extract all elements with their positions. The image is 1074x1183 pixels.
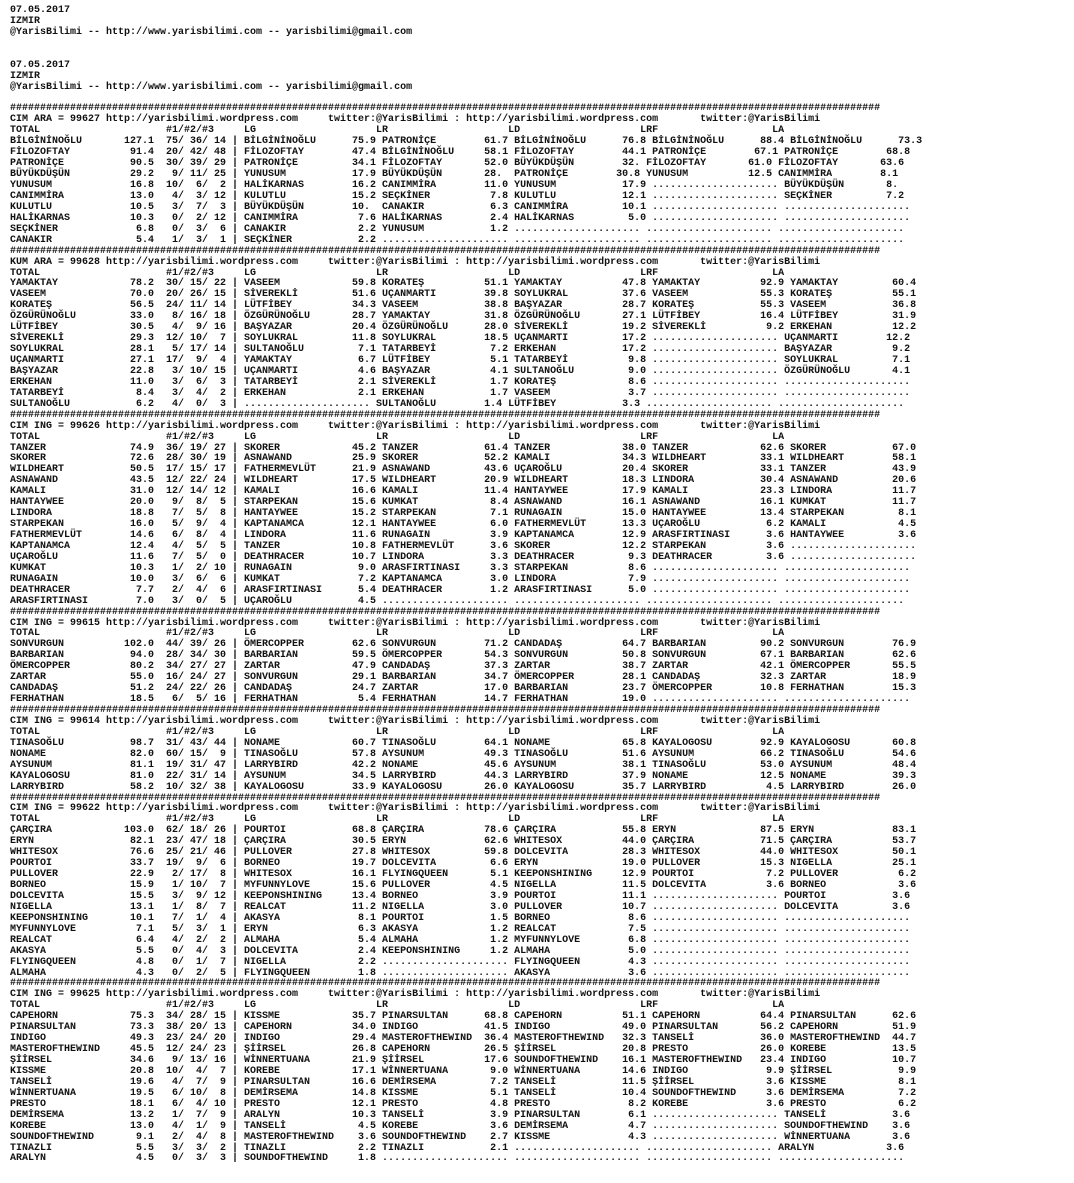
text-line: KAPTANAMCA 12.4 4/ 5/ 5 | TANZER 10.8 FATHERMEVLÜT 3.6 SKORER 12.2 STARPEKAN 3.6 ..................... bbox=[10, 540, 917, 552]
separator-line: ################################################################################################################################################# bbox=[10, 792, 881, 804]
text-line: SONVURGUN 102.0 44/ 39/ 26 | ÖMERCOPPER 62.6 SONVURGUN 71.2 CANDADAŞ 64.7 BARBARIAN 90.2 SONVURGUN 76.9 bbox=[10, 639, 917, 651]
text-line: ÖMERCOPPER 80.2 34/ 27/ 27 | ZARTAR 47.9 CANDADAŞ 37.3 ZARTAR 38.7 ZARTAR 42.1 ÖMERCOPPER 55.5 bbox=[10, 661, 917, 673]
text-line: TINAZLI 5.5 3/ 3/ 2 | TINAZLI 2.2 TINAZLI 2.1 ..................... ..................... ARALYN 3.6 bbox=[10, 1142, 905, 1154]
text-line: KUMKAT 10.3 1/ 2/ 10 | RUNAGAIN 9.0 ARASFIRTINASI 3.3 STARPEKAN 8.6 ..................... ..................... bbox=[10, 562, 911, 574]
text-line: FLYINGQUEEN 4.8 0/ 1/ 7 | NIGELLA 2.2 ..................... FLYINGQUEEN 4.3 ..................... ..................... bbox=[10, 956, 911, 968]
text-line: CIM ING = 99622 http://yarisbilimi.wordpress.com twitter:@YarisBilimi : http://yarisbilimi.wordpress.com twitter:@YarisBilimi bbox=[10, 803, 821, 815]
text-line: 07.05.2017 bbox=[10, 59, 71, 71]
text-line: ERKEHAN 11.0 3/ 6/ 3 | TATARBEYİ 2.1 SİVEREKLİ 1.7 KORATEŞ 8.6 ..................... ..................... bbox=[10, 376, 911, 388]
text-line: AYSUNUM 81.1 19/ 31/ 47 | LARRYBIRD 42.2 NONAME 45.6 AYSUNUM 38.1 TINASOĞLU 53.0 AYSUNUM 48.4 bbox=[10, 759, 917, 771]
text-line: TANZER 74.9 36/ 19/ 27 | SKORER 45.2 TANZER 61.4 TANZER 38.0 TANZER 62.6 SKORER 67.0 bbox=[10, 442, 917, 454]
text-line: DEMİRSEMA 13.2 1/ 7/ 9 | ARALYN 10.3 TANSELİ 3.9 PINARSULTAN 6.1 ..................... TANSELİ 3.6 bbox=[10, 1109, 911, 1121]
text-line: LARRYBIRD 58.2 10/ 32/ 38 | KAYALOGOSU 33.9 KAYALOGOSU 26.0 KAYALOGOSU 35.7 LARRYBIRD 4.5 LARRYBIRD 26.0 bbox=[10, 781, 917, 793]
text-line: FİLOZOFTAY 91.4 20/ 42/ 48 | FİLOZOFTAY 47.4 BİLGİNİNOĞLU 58.1 FİLOZOFTAY 44.1 PATRONİÇE 67.1 PATRONİÇE 68.8 bbox=[10, 147, 911, 159]
text-line: UÇANMARTI 27.1 17/ 9/ 4 | YAMAKTAY 6.7 LÜTFİBEY 5.1 TATARBEYİ 9.8 ..................... SOYLUKRAL 7.1 bbox=[10, 355, 911, 366]
text-line: NIGELLA 13.1 1/ 8/ 7 | REALCAT 11.2 NIGELLA 3.0 PULLOVER 10.7 ..................... DOLCEVITA 3.6 bbox=[10, 901, 911, 913]
text-line: BORNEO 15.9 1/ 10/ 7 | MYFUNNYLOVE 15.6 PULLOVER 4.5 NIGELLA 11.5 DOLCEVITA 3.6 BORNEO 3.6 bbox=[10, 880, 917, 891]
text-line: CIM ING = 99614 http://yarisbilimi.wordpress.com twitter:@YarisBilimi : http://yarisbilimi.wordpress.com twitter:@YarisBilimi bbox=[10, 715, 821, 727]
text-line: DOLCEVITA 15.5 3/ 9/ 12 | KEEPONSHINING 13.4 BORNEO 3.9 POURTOI 11.1 ..................... POURTOI 3.6 bbox=[10, 890, 911, 902]
text-line: SKORER 72.6 28/ 30/ 19 | ASNAWAND 25.9 SKORER 52.2 KAMALI 34.3 WILDHEART 33.1 WILDHEART 58.1 bbox=[10, 453, 917, 465]
text-line: BAŞYAZAR 22.8 3/ 10/ 15 | UÇANMARTI 4.6 BAŞYAZAR 4.1 SULTANOĞLU 9.0 ..................... ÖZGÜRÜNOĞLU 4.1 bbox=[10, 365, 911, 377]
text-line: REALCAT 6.4 4/ 2/ 2 | ALMAHA 5.4 ALMAHA 1.2 MYFUNNYLOVE 6.8 ..................... ..................... bbox=[10, 934, 911, 946]
text-line: CANDADAŞ 51.2 24/ 22/ 26 | CANDADAŞ 24.7 ZARTAR 17.0 BARBARIAN 23.7 ÖMERCOPPER 10.8 FERHATHAN 15.3 bbox=[10, 683, 917, 695]
text-line: WILDHEART 50.5 17/ 15/ 17 | FATHERMEVLÜT 21.9 ASNAWAND 43.6 UÇAROĞLU 20.4 SKORER 33.1 TANZER 43.9 bbox=[10, 464, 917, 476]
text-line: VASEEM 70.0 20/ 26/ 15 | SİVEREKLİ 51.6 UÇANMARTI 39.8 SOYLUKRAL 37.6 VASEEM 55.3 KORATEŞ 55.1 bbox=[10, 289, 917, 301]
text-line: MYFUNNYLOVE 7.1 5/ 3/ 1 | ERYN 6.3 AKASYA 1.2 REALCAT 7.5 ..................... ..................... bbox=[10, 923, 911, 935]
text-line: DEATHRACER 7.7 2/ 4/ 6 | ARASFIRTINASI 5.4 DEATHRACER 1.2 ARASFIRTINASI 5.0 ..................... ..................... bbox=[10, 584, 911, 596]
text-line: CAPEHORN 75.3 34/ 28/ 15 | KISSME 35.7 PINARSULTAN 68.8 CAPEHORN 51.1 CAPEHORN 64.4 PINARSULTAN 62.6 bbox=[10, 1011, 917, 1023]
text-line: KAYALOGOSU 81.0 22/ 31/ 14 | AYSUNUM 34.5 LARRYBIRD 44.3 LARRYBIRD 37.9 NONAME 12.5 NONAME 39.3 bbox=[10, 770, 917, 782]
text-line: SEÇKİNER 6.8 0/ 3/ 6 | CANAKIR 2.2 YUNUSUM 1.2 ..................... ..................... ..................... bbox=[10, 223, 905, 235]
text-line: STARPEKAN 16.0 5/ 9/ 4 | KAPTANAMCA 12.1 HANTAYWEE 6.0 FATHERMEVLÜT 13.3 UÇAROĞLU 6.2 KAMALI 4.5 bbox=[10, 519, 917, 531]
text-line: LINDORA 18.8 7/ 5/ 8 | HANTAYWEE 15.2 STARPEKAN 7.1 RUNAGAIN 15.0 HANTAYWEE 13.4 STARPEKAN 8.1 bbox=[10, 508, 917, 520]
separator-line: ################################################################################################################################################# bbox=[10, 705, 881, 716]
text-line: TANSELİ 19.6 4/ 7/ 9 | PINARSULTAN 16.6 DEMİRSEMA 7.2 TANSELİ 11.5 ŞİİRSEL 3.6 KISSME 8.1 bbox=[10, 1076, 917, 1088]
text-line: AKASYA 5.5 0/ 4/ 3 | DOLCEVITA 2.4 KEEPONSHINING 1.2 ALMAHA 5.0 ..................... ..................... bbox=[10, 945, 911, 957]
text-line: @YarisBilimi -- http://www.yarisbilimi.com -- yarisbilimi@gmail.com bbox=[10, 26, 413, 38]
text-line: SOYLUKRAL 28.1 5/ 17/ 14 | SULTANOĞLU 7.1 TATARBEYİ 7.2 ERKEHAN 17.2 ..................... BAŞYAZAR 9.2 bbox=[10, 344, 911, 356]
text-line: ÇARÇIRA 103.0 62/ 18/ 26 | POURTOI 68.8 ÇARÇIRA 78.6 ÇARÇIRA 55.8 ERYN 87.5 ERYN 83.1 bbox=[10, 825, 917, 837]
text-line: TOTAL #1/#2/#3 LG LR LD LRF LA bbox=[10, 125, 785, 137]
text-line: KAMALI 31.0 12/ 14/ 12 | KAMALI 16.6 KAMALI 11.4 HANTAYWEE 17.9 KAMALI 23.3 LINDORA 11.7 bbox=[10, 486, 917, 498]
text-line: TOTAL #1/#2/#3 LG LR LD LRF LA bbox=[10, 1000, 785, 1012]
text-line: POURTOI 33.7 19/ 9/ 6 | BORNEO 19.7 DOLCEVITA 6.6 ERYN 19.0 PULLOVER 15.3 NIGELLA 25.1 bbox=[10, 858, 917, 870]
text-line: IZMIR bbox=[10, 15, 41, 27]
text-line: ARALYN 4.5 0/ 3/ 3 | SOUNDOFTHEWIND 1.8 ..................... ..................... ..................... ..................... bbox=[10, 1153, 905, 1165]
text-line: CIM ING = 99626 http://yarisbilimi.wordpress.com twitter:@YarisBilimi : http://yarisbilimi.wordpress.com twitter:@YarisBilimi bbox=[10, 420, 821, 432]
text-line: CIM ING = 99625 http://yarisbilimi.wordpress.com twitter:@YarisBilimi : http://yarisbilimi.wordpress.com twitter:@YarisBilimi bbox=[10, 989, 821, 1001]
text-line: ÖZGÜRÜNOĞLU 33.0 8/ 16/ 18 | ÖZGÜRÜNOĞLU 28.7 YAMAKTAY 31.8 ÖZGÜRÜNOĞLU 27.1 LÜTFİBEY 16.4 LÜTFİBEY 31.9 bbox=[10, 311, 917, 323]
text-line: CANAKIR 5.4 1/ 3/ 1 | SEÇKİNER 2.2 ..................... ..................... ..................... ..................... bbox=[10, 234, 905, 246]
text-line: TOTAL #1/#2/#3 LG LR LD LRF LA bbox=[10, 628, 785, 640]
text-line: PINARSULTAN 73.3 38/ 20/ 13 | CAPEHORN 34.0 INDIGO 41.5 INDIGO 49.0 PINARSULTAN 56.2 CAPEHORN 51.9 bbox=[10, 1022, 917, 1034]
text-line: PATRONİÇE 90.5 30/ 39/ 29 | PATRONİÇE 34.1 FİLOZOFTAY 52.0 BÜYÜKDÜŞÜN 32. FİLOZOFTAY 61.0 FİLOZOFTAY 63.6 bbox=[10, 158, 905, 170]
text-line: SULTANOĞLU 6.2 4/ 0/ 3 | ..................... SULTANOĞLU 1.4 LÜTFİBEY 3.3 ..................... ..................... bbox=[10, 398, 905, 410]
text-line: INDIGO 49.3 23/ 24/ 20 | INDIGO 29.4 MASTEROFTHEWIND 36.4 MASTEROFTHEWIND 32.3 TANSELİ 36.0 MASTEROFTHEWIND 44.7 bbox=[10, 1033, 917, 1045]
text-line: KISSME 20.8 10/ 4/ 7 | KOREBE 17.1 WİNNERTUANA 9.0 WİNNERTUANA 14.6 INDIGO 9.9 ŞİİRSEL 9.9 bbox=[10, 1065, 917, 1077]
text-line: WHITESOX 76.6 25/ 21/ 46 | PULLOVER 27.8 WHITESOX 59.8 DOLCEVITA 28.3 WHITESOX 44.0 WHITESOX 50.1 bbox=[10, 847, 917, 859]
text-line: BARBARIAN 94.0 28/ 34/ 30 | BARBARIAN 59.5 ÖMERCOPPER 54.3 SONVURGUN 50.8 SONVURGUN 67.1 BARBARIAN 62.6 bbox=[10, 650, 917, 662]
text-line: FATHERMEVLÜT 14.6 6/ 8/ 4 | LINDORA 11.6 RUNAGAIN 3.9 KAPTANAMCA 12.9 ARASFIRTINASI 3.6 HANTAYWEE 3.6 bbox=[10, 530, 917, 541]
text-line: TOTAL #1/#2/#3 LG LR LD LRF LA bbox=[10, 431, 785, 443]
text-line: CIM ARA = 99627 http://yarisbilimi.wordpress.com twitter:@YarisBilimi : http://yarisbilimi.wordpress.com twitter:@YarisBilimi bbox=[10, 114, 821, 126]
text-line: KORATEŞ 56.5 24/ 11/ 14 | LÜTFİBEY 34.3 VASEEM 38.8 BAŞYAZAR 28.7 KORATEŞ 55.3 VASEEM 36.8 bbox=[10, 300, 917, 312]
text-line: FERHATHAN 18.5 6/ 5/ 16 | FERHATHAN 5.4 FERHATHAN 14.7 FERHATHAN 19.0 ..................... ..................... bbox=[10, 694, 911, 706]
text-line: HALİKARNAS 10.3 0/ 2/ 12 | CANIMMİRA 7.6 HALİKARNAS 2.4 HALİKARNAS 5.0 ..................... ..................... bbox=[10, 212, 911, 224]
text-line: ZARTAR 55.0 16/ 24/ 27 | SONVURGUN 29.1 BARBARIAN 34.7 ÖMERCOPPER 28.1 CANDADAŞ 32.3 ZARTAR 18.9 bbox=[10, 672, 917, 684]
text-line: YUNUSUM 16.8 10/ 6/ 2 | HALİKARNAS 16.2 CANIMMİRA 11.0 YUNUSUM 17.9 ..................... BÜYÜKDÜŞÜN 8. bbox=[10, 180, 899, 191]
text-line: 07.05.2017 bbox=[10, 5, 71, 16]
text-line: ŞİİRSEL 34.6 9/ 13/ 16 | WİNNERTUANA 21.9 ŞİİRSEL 17.6 SOUNDOFTHEWIND 16.1 MASTEROFTHEWIND 23.4 INDIGO 10.7 bbox=[10, 1055, 917, 1066]
text-line: RUNAGAIN 10.0 3/ 6/ 6 | KUMKAT 7.2 KAPTANAMCA 3.0 LINDORA 7.9 ..................... ..................... bbox=[10, 573, 911, 585]
text-line: @YarisBilimi -- http://www.yarisbilimi.com -- yarisbilimi@gmail.com bbox=[10, 81, 413, 93]
text-line: TINASOĞLU 98.7 31/ 43/ 44 | NONAME 60.7 TINASOĞLU 64.1 NONAME 65.8 KAYALOGOSU 92.9 KAYALOGOSU 60.8 bbox=[10, 737, 917, 749]
text-line: TOTAL #1/#2/#3 LG LR LD LRF LA bbox=[10, 726, 785, 738]
text-line: SOUNDOFTHEWIND 9.1 2/ 4/ 8 | MASTEROFTHEWIND 3.6 SOUNDOFTHEWIND 2.7 KISSME 4.3 ..................... WİNNERTUANA 3.6 bbox=[10, 1131, 911, 1143]
text-line: YAMAKTAY 78.2 30/ 15/ 22 | VASEEM 59.8 KORATEŞ 51.1 YAMAKTAY 47.8 YAMAKTAY 92.9 YAMAKTAY 60.4 bbox=[10, 278, 917, 290]
text-line: PULLOVER 22.9 2/ 17/ 8 | WHITESOX 16.1 FLYINGQUEEN 5.1 KEEPONSHINING 12.9 POURTOI 7.2 PULLOVER 6.2 bbox=[10, 869, 917, 881]
text-line: IZMIR bbox=[10, 70, 41, 82]
text-line: TOTAL #1/#2/#3 LG LR LD LRF LA bbox=[10, 267, 785, 279]
text-line: ALMAHA 4.3 0/ 2/ 5 | FLYINGQUEEN 1.8 ..................... AKASYA 3.6 ..................... ..................... bbox=[10, 967, 911, 979]
text-line: WİNNERTUANA 19.5 6/ 10/ 8 | DEMİRSEMA 14.8 KISSME 5.1 TANSELİ 10.4 SOUNDOFTHEWIND 3.6 DEMİRSEMA 7.2 bbox=[10, 1087, 917, 1099]
text-line: TATARBEYİ 8.4 3/ 4/ 2 | ERKEHAN 2.1 ERKEHAN 1.7 VASEEM 3.7 ..................... ..................... bbox=[10, 387, 911, 399]
text-line: KULUTLU 10.5 3/ 7/ 3 | BÜYÜKDÜŞÜN 10. CANAKIR 6.3 CANIMMİRA 10.1 ..................... ..................... bbox=[10, 201, 911, 213]
text-line: PRESTO 18.1 6/ 4/ 10 | PRESTO 12.1 PRESTO 4.8 PRESTO 8.2 KOREBE 3.6 PRESTO 6.2 bbox=[10, 1098, 917, 1110]
text-line: KUM ARA = 99628 http://yarisbilimi.wordpress.com twitter:@YarisBilimi : http://yarisbilimi.wordpress.com twitter:@YarisBilimi bbox=[10, 256, 821, 268]
separator-line: ################################################################################################################################################# bbox=[10, 245, 881, 257]
text-line: HANTAYWEE 20.0 9/ 8/ 5 | STARPEKAN 15.6 KUMKAT 8.4 ASNAWAND 16.1 ASNAWAND 16.1 KUMKAT 11.7 bbox=[10, 497, 917, 509]
text-line: ASNAWAND 43.5 12/ 22/ 24 | WILDHEART 17.5 WILDHEART 20.9 WILDHEART 18.3 LINDORA 30.4 ASNAWAND 20.6 bbox=[10, 475, 917, 487]
separator-line: ################################################################################################################################################# bbox=[10, 978, 881, 990]
text-line bbox=[10, 39, 1066, 50]
text-line: SİVEREKLİ 29.3 12/ 10/ 7 | SOYLUKRAL 11.8 SOYLUKRAL 18.5 UÇANMARTI 17.2 ..................... UÇANMARTI 12.2 bbox=[10, 333, 911, 345]
text-line: BÜYÜKDÜŞÜN 29.2 9/ 11/ 25 | YUNUSUM 17.9 BÜYÜKDÜŞÜN 28. PATRONİÇE 30.8 YUNUSUM 12.5 CANIMMİRA 8.1 bbox=[10, 169, 899, 181]
separator-line: ################################################################################################################################################# bbox=[10, 409, 881, 421]
separator-line: ################################################################################################################################################# bbox=[10, 103, 881, 115]
text-line: LÜTFİBEY 30.5 4/ 9/ 16 | BAŞYAZAR 20.4 ÖZGÜRÜNOĞLU 28.0 SİVEREKLİ 19.2 SİVEREKLİ 9.2 ERKEHAN 12.2 bbox=[10, 322, 917, 334]
text-line: CANIMMİRA 13.0 4/ 3/ 12 | KULUTLU 15.2 SEÇKİNER 7.8 KULUTLU 12.1 ..................... SEÇKİNER 7.2 bbox=[10, 190, 905, 202]
text-line: NONAME 82.0 60/ 15/ 9 | TINASOĞLU 57.8 AYSUNUM 49.3 TINASOĞLU 51.6 AYSUNUM 66.2 TINASOĞLU 54.6 bbox=[10, 748, 917, 760]
text-line: MASTEROFTHEWIND 45.5 12/ 24/ 23 | ŞİİRSEL 26.8 CAPEHORN 26.5 ŞİİRSEL 20.8 PRESTO 26.0 KOREBE 13.5 bbox=[10, 1044, 917, 1056]
separator-line: ################################################################################################################################################# bbox=[10, 606, 881, 618]
text-line: ERYN 82.1 23/ 47/ 18 | ÇARÇIRA 30.5 ERYN 62.6 WHITESOX 44.0 ÇARÇIRA 71.5 ÇARÇIRA 53.7 bbox=[10, 836, 917, 848]
text-line: KOREBE 13.0 4/ 1/ 9 | TANSELİ 4.5 KOREBE 3.6 DEMİRSEMA 4.7 ..................... SOUNDOFTHEWIND 3.6 bbox=[10, 1120, 911, 1132]
text-line: TOTAL #1/#2/#3 LG LR LD LRF LA bbox=[10, 814, 785, 826]
text-line: ARASFIRTINASI 7.0 3/ 0/ 5 | UÇAROĞLU 4.5 ..................... ..................... ..................... ..................... bbox=[10, 595, 905, 607]
text-line: KEEPONSHINING 10.1 7/ 1/ 4 | AKASYA 8.1 POURTOI 1.5 BORNEO 8.6 ..................... ..................... bbox=[10, 912, 911, 924]
text-line: UÇAROĞLU 11.6 7/ 5/ 0 | DEATHRACER 10.7 LINDORA 3.3 DEATHRACER 9.3 DEATHRACER 3.6 ..................... bbox=[10, 551, 917, 563]
text-line: CIM ING = 99615 http://yarisbilimi.wordpress.com twitter:@YarisBilimi : http://yarisbilimi.wordpress.com twitter:@YarisBilimi bbox=[10, 617, 821, 629]
text-line: BİLGİNİNOĞLU 127.1 75/ 36/ 14 | BİLGİNİNOĞLU 75.9 PATRONİÇE 61.7 BİLGİNİNOĞLU 76.8 BİLGİNİNOĞLU 88.4 BİLGİNİNOĞLU 73.3 bbox=[10, 136, 923, 148]
text-line bbox=[10, 50, 1066, 61]
